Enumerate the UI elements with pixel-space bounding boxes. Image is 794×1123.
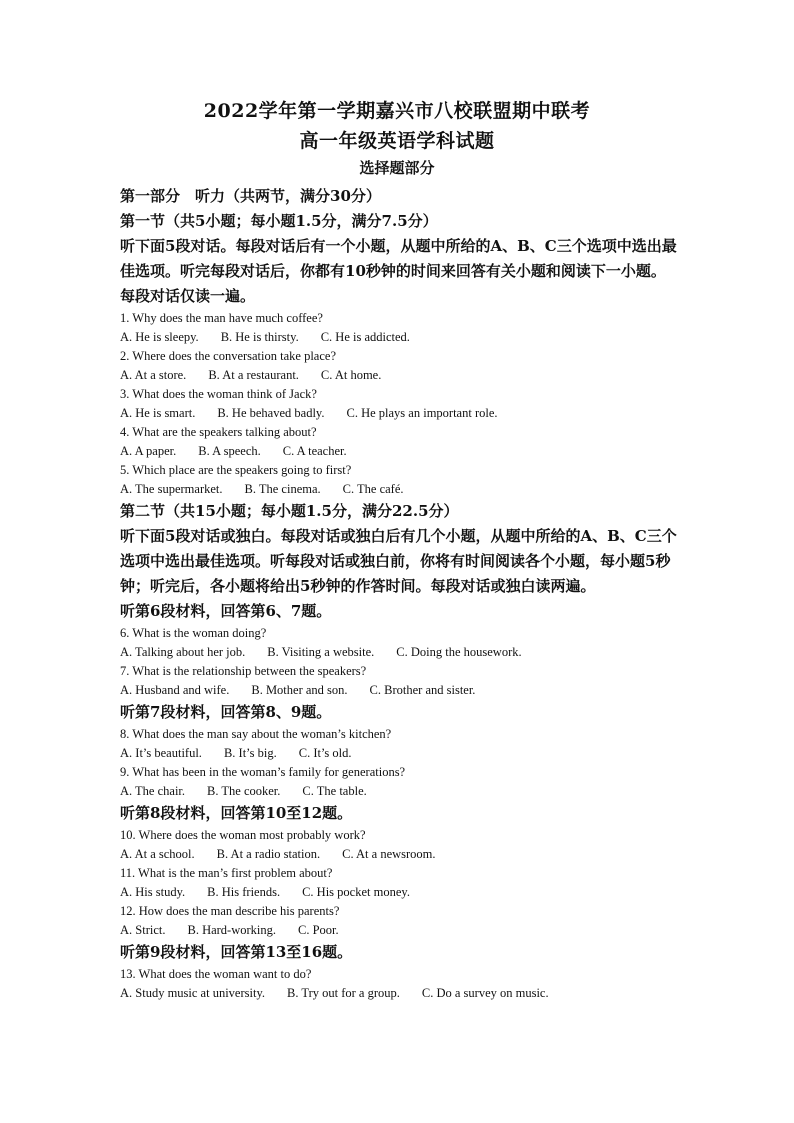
option-b[interactable]: B. He is thirsty.	[220, 330, 299, 344]
option-a[interactable]: A. He is smart.	[120, 406, 196, 420]
question-text: 9. What has been in the woman’s family for generations?	[120, 765, 406, 779]
option-b[interactable]: B. The cooker.	[207, 784, 281, 798]
part-label: 选择题部分	[359, 159, 435, 177]
option-a[interactable]: A. At a store.	[120, 368, 187, 382]
question-text: 10. Where does the woman most probably work?	[120, 828, 366, 842]
question-options	[120, 744, 680, 763]
question-options	[120, 883, 680, 902]
option-c[interactable]: C. A teacher.	[282, 444, 347, 458]
option-b[interactable]: B. The cinema.	[244, 482, 321, 496]
option-c[interactable]: C. Do a survey on music.	[421, 986, 549, 1000]
section2-instruction: 听下面5段对话或独白。每段对话或独白后有几个小题，从题中所给的A、B、C三个选项中选出最佳选项。听每段对话或独白前，你将有时间阅读各个小题，每小题5秒钟；听完后，各小题将给出5秒钟的作答时间。每段对话或独白读两遍。	[120, 527, 677, 595]
option-c[interactable]: C. At home.	[320, 368, 382, 382]
option-b[interactable]: B. His friends.	[207, 885, 281, 899]
option-b[interactable]: B. Hard-working.	[187, 923, 277, 937]
question-options	[120, 782, 680, 801]
option-a[interactable]: A. Strict.	[120, 923, 166, 937]
question-text: 13. What does the woman want to do?	[120, 967, 312, 981]
option-b[interactable]: B. He behaved badly.	[217, 406, 325, 420]
question-text: 6. What is the woman doing?	[120, 626, 267, 640]
section1-instruction: 听下面5段对话。每段对话后有一个小题，从题中所给的A、B、C三个选项中选出最佳选项。听完每段对话后，你都有10秒钟的时间来回答有关小题和阅读下一小题。每段对话仅读一遍。	[120, 237, 677, 305]
option-b[interactable]: B. A speech.	[198, 444, 261, 458]
option-c[interactable]: C. Poor.	[298, 923, 339, 937]
question-options	[120, 921, 680, 940]
question-options	[120, 404, 680, 423]
option-c[interactable]: C. His pocket money.	[302, 885, 410, 899]
option-a[interactable]: A. The supermarket.	[120, 482, 223, 496]
option-a[interactable]: A. It’s beautiful.	[120, 746, 202, 760]
exam-content	[120, 184, 680, 1003]
material-heading: 听第9段材料，回答第13至16题。	[120, 943, 353, 961]
option-b[interactable]: B. Mother and son.	[251, 683, 348, 697]
question-options	[120, 681, 680, 700]
option-a[interactable]: A. A paper.	[120, 444, 177, 458]
exam-title: 2022学年第一学期嘉兴市八校联盟期中联考	[203, 100, 591, 122]
option-c[interactable]: C. At a newsroom.	[342, 847, 436, 861]
question-options	[120, 984, 680, 1003]
option-c[interactable]: C. He is addicted.	[320, 330, 410, 344]
question-options	[120, 480, 680, 499]
section2-heading: 第二节（共15小题；每小题1.5分，满分22.5分）	[120, 502, 459, 520]
option-c[interactable]: C. He plays an important role.	[346, 406, 498, 420]
question-text: 1. Why does the man have much coffee?	[120, 311, 323, 325]
question-text: 11. What is the man’s first problem about?	[120, 866, 333, 880]
question-options	[120, 366, 680, 385]
option-c[interactable]: C. Brother and sister.	[369, 683, 476, 697]
part1-heading: 第一部分 听力（共两节，满分30分）	[120, 187, 381, 205]
question-options	[120, 442, 680, 461]
question-text: 4. What are the speakers talking about?	[120, 425, 317, 439]
question-text: 5. Which place are the speakers going to first?	[120, 463, 352, 477]
question-options	[120, 643, 680, 662]
exam-subject: 高一年级英语学科试题	[299, 130, 495, 152]
option-a[interactable]: A. Talking about her job.	[120, 645, 246, 659]
option-c[interactable]: C. It’s old.	[298, 746, 352, 760]
question-options	[120, 328, 680, 347]
option-b[interactable]: B. Try out for a group.	[287, 986, 400, 1000]
material-heading: 听第6段材料，回答第6、7题。	[120, 602, 332, 620]
option-c[interactable]: C. The table.	[302, 784, 367, 798]
option-c[interactable]: C. The café.	[342, 482, 404, 496]
material-heading: 听第8段材料，回答第10至12题。	[120, 804, 353, 822]
question-text: 12. How does the man describe his parents?	[120, 904, 340, 918]
option-b[interactable]: B. At a radio station.	[216, 847, 321, 861]
section1-heading: 第一节（共5小题；每小题1.5分，满分7.5分）	[120, 212, 438, 230]
option-b[interactable]: B. At a restaurant.	[208, 368, 299, 382]
option-a[interactable]: A. At a school.	[120, 847, 195, 861]
option-a[interactable]: A. He is sleepy.	[120, 330, 199, 344]
question-text: 8. What does the man say about the woman’s kitchen?	[120, 727, 392, 741]
option-b[interactable]: B. It’s big.	[223, 746, 277, 760]
option-a[interactable]: A. His study.	[120, 885, 186, 899]
question-text: 7. What is the relationship between the speakers?	[120, 664, 367, 678]
option-a[interactable]: A. The chair.	[120, 784, 186, 798]
option-c[interactable]: C. Doing the housework.	[396, 645, 522, 659]
option-a[interactable]: A. Husband and wife.	[120, 683, 230, 697]
material-heading: 听第7段材料，回答第8、9题。	[120, 703, 332, 721]
question-text: 2. Where does the conversation take place?	[120, 349, 336, 363]
option-a[interactable]: A. Study music at university.	[120, 986, 266, 1000]
option-b[interactable]: B. Visiting a website.	[267, 645, 375, 659]
question-text: 3. What does the woman think of Jack?	[120, 387, 317, 401]
question-options	[120, 845, 680, 864]
